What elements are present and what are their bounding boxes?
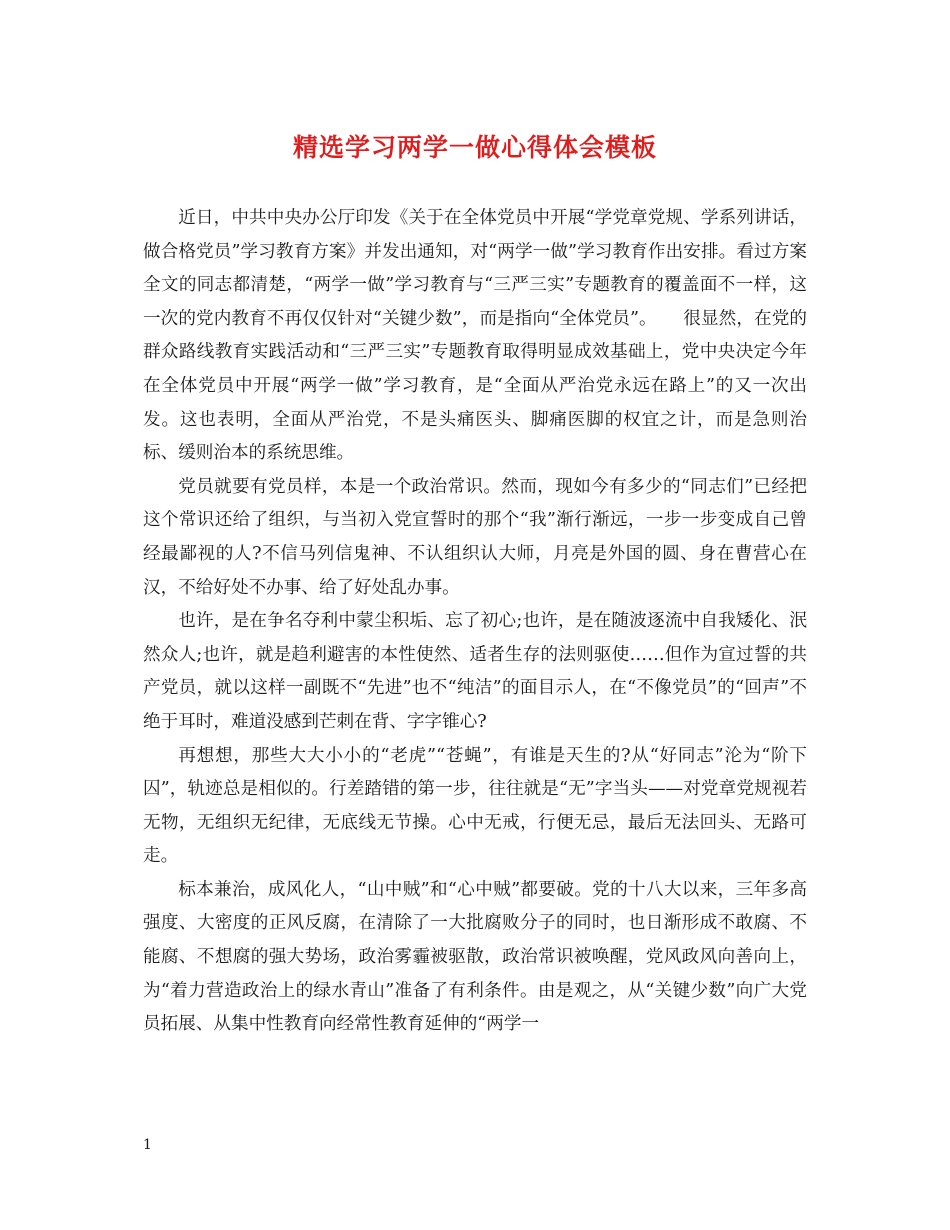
- paragraph: 再想想，那些大大小小的“老虎”“苍蝇”，有谁是天生的?从“好同志”沦为“阶下囚”，轨迹总是相似的。行差踏错的第一步，往往就是“无”字当头——对党章党规视若无物，无组织无纪律，无底线无节操。心中无戒，行便无忌，最后无法回头、无路可走。: [143, 745, 807, 867]
- document-title: 精选学习两学一做心得体会模板: [292, 133, 657, 162]
- paragraph: 标本兼治，成风化人，“山中贼”和“心中贼”都要破。党的十八大以来，三年多高强度、大密度的正风反腐，在清除了一大批腐败分子的同时，也日渐形成不敢腐、不能腐、不想腐的强大势场，政治雾霾被驱散，政治常识被唤醒，党风政风向善向上，为“着力营造政治上的绿水青山”准备了有利条件。由是观之，从“关键少数”向广大党员拓展、从集中性教育向经常性教育延伸的“两学一: [143, 879, 807, 1035]
- paragraph: 党员就要有党员样，本是一个政治常识。然而，现如今有多少的“同志们”已经把这个常识还给了组织，与当初入党宣誓时的那个“我”渐行渐远，一步一步变成自己曾经最鄙视的人?不信马列信鬼神、不认组织认大师，月亮是外国的圆、身在曹营心在汉，不给好处不办事、给了好处乱办事。: [143, 476, 807, 598]
- paragraph: 也许，是在争名夺利中蒙尘积垢、忘了初心;也许，是在随波逐流中自我矮化、泯然众人;也许，就是趋利避害的本性使然、适者生存的法则驱使……但作为宣过誓的共产党员，就以这样一副既不“先进”也不“纯洁”的面目示人，在“不像党员”的“回声”不绝于耳时，难道没感到芒刺在背、字字锥心?: [143, 611, 807, 732]
- page-number: 1: [143, 1137, 152, 1153]
- paragraph: 近日，中共中央办公厅印发《关于在全体党员中开展“学党章党规、学系列讲话，做合格党员”学习教育方案》并发出通知，对“两学一做”学习教育作出安排。看过方案全文的同志都清楚，“两学一做”学习教育与“三严三实”专题教育的覆盖面不一样，这一次的党内教育不再仅仅针对“关键少数”，而是指向“全体党员”。 很显然，在党的群众路线教育实践活动和“三严三实”专题教育取得明显成效基础上，党中央决定今年在全体党员中开展“两学一做”学习教育，是“全面从严治党永远在路上”的又一次出发。这也表明，全面从严治党，不是头痛医头、脚痛医脚的权宜之计，而是急则治标、缓则治本的系统思维。: [143, 208, 807, 464]
- document-body: [143, 202, 807, 1042]
